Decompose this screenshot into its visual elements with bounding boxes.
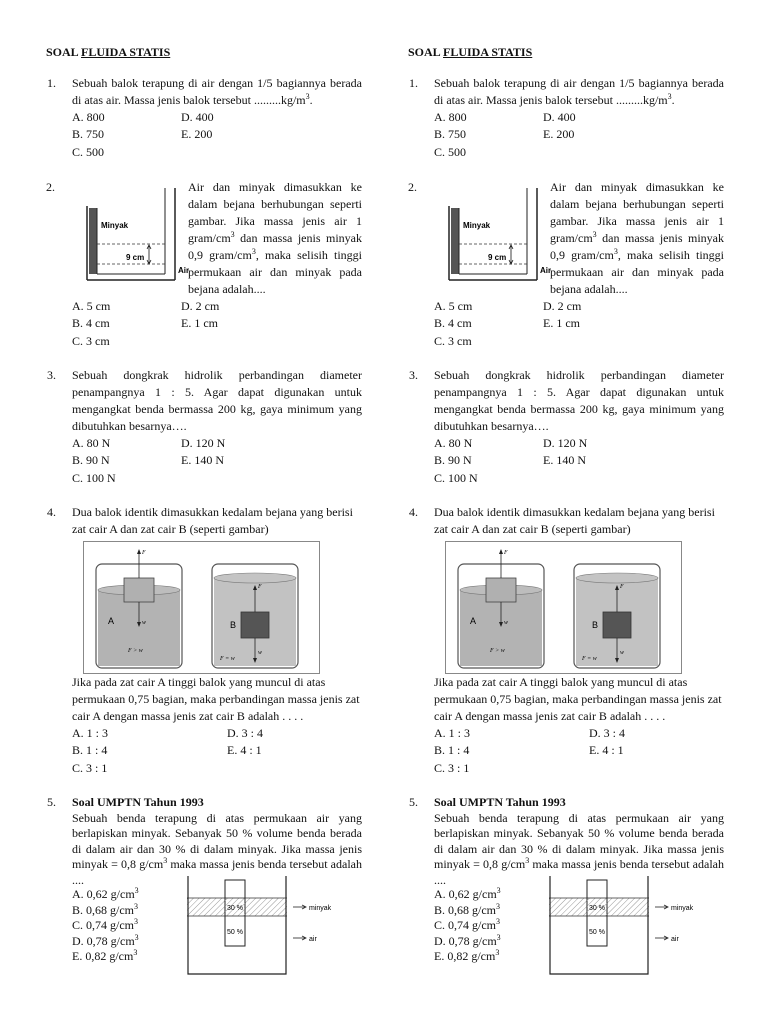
worksheet-column-right: [384, 0, 724, 1024]
option-d[interactable]: D. 400: [181, 110, 214, 124]
label-relation-b: F = w: [220, 656, 235, 662]
label-height: 9 cm: [488, 253, 507, 262]
option-a[interactable]: A. 800: [72, 110, 105, 124]
label-30-percent: 30 %: [589, 905, 605, 912]
option-e[interactable]: E. 4 : 1: [589, 743, 624, 757]
label-water: air: [671, 936, 679, 943]
question-text: Air dan minyak dimasukkan ke dalam bejana berhubungan seperti gambar. Jika massa jenis air 1 gram/$cm^3$ dan massa jenis minyak 0,9 gram/$cm^3$, maka selisih tinggi permukaan air dan minyak pada bejana adalah....: [550, 180, 724, 296]
label-50-percent: 50 %: [227, 929, 243, 936]
question-number: 1.: [47, 76, 56, 90]
option-a[interactable]: A. 80 N: [72, 436, 111, 450]
option-c[interactable]: C. 0,74 $g/cm^3$: [72, 917, 138, 932]
options-list: [434, 887, 501, 965]
option-d[interactable]: D. 400: [543, 110, 576, 124]
label-oil: Minyak: [101, 221, 129, 230]
option-d[interactable]: D. 120 N: [543, 436, 588, 450]
option-a[interactable]: A. 0,62 $g/cm^3$: [434, 886, 501, 901]
option-e[interactable]: E. 140 N: [181, 453, 224, 467]
label-oil: Minyak: [463, 221, 491, 230]
option-b[interactable]: B. 4 cm: [72, 316, 110, 330]
label-weight-a: w: [504, 620, 509, 626]
connected-vessel-figure: [441, 188, 552, 288]
label-water: Air: [540, 266, 552, 275]
question-text: Sebuah dongkrak hidrolik perbandingan diameter penampangnya 1 : 5. Agar dapat digunakan untuk mengangkat benda bermassa 200 kg, gaya minimum yang dibutuhkan besarnya….: [72, 368, 362, 433]
question-number: 1.: [409, 76, 418, 90]
option-a[interactable]: A. 1 : 3: [72, 726, 108, 740]
option-e[interactable]: E. 1 cm: [543, 316, 580, 330]
option-d[interactable]: D. 0,78 $g/cm^3$: [72, 932, 139, 948]
question-number: 5.: [409, 795, 418, 809]
option-c[interactable]: C. 3 cm: [434, 334, 472, 348]
option-b[interactable]: B. 750: [72, 127, 105, 141]
question-number: 4.: [47, 505, 56, 519]
option-c[interactable]: C. 100 N: [72, 471, 116, 485]
question-text: Jika pada zat cair A tinggi balok yang muncul di atas permukaan 0,75 bagian, maka perbandingan massa jenis zat cair A dengan massa jenis zat cair B adalah . . . .: [72, 675, 360, 723]
label-relation-a: F > w: [490, 648, 505, 654]
label-oil: minyak: [671, 905, 694, 912]
two-beakers-figure: [445, 541, 682, 674]
option-c[interactable]: C. 500: [72, 145, 105, 159]
question-heading: Soal UMPTN Tahun 1993: [72, 795, 204, 809]
option-b[interactable]: B. 0,68 $g/cm^3$: [72, 901, 138, 917]
page-title: SOAL FLUIDA STATIS: [408, 45, 533, 59]
floating-object-figure: [187, 876, 352, 976]
label-30-percent: 30 %: [227, 905, 243, 912]
option-e[interactable]: E. 0,82 $g/cm^3$: [434, 948, 500, 963]
label-liquid-b: B: [592, 620, 599, 630]
option-b[interactable]: B. 1 : 4: [434, 743, 470, 757]
option-c[interactable]: C. 500: [434, 145, 467, 159]
option-e[interactable]: E. 1 cm: [181, 316, 218, 330]
option-d[interactable]: D. 3 : 4: [589, 726, 625, 740]
option-a[interactable]: A. 80 N: [434, 436, 473, 450]
question-text: Soal UMPTN Tahun 1993 Sebuah benda terapung di atas permukaan air yang berlapiskan minyak. Sebanyak 50 % volume benda berada di dalam air dan 30 % di dalam minyak. Jika massa jenis minyak = 0,8 $g/cm^3$ maka massa jenis benda tersebut adalah ....: [434, 795, 724, 887]
label-force-b: F: [620, 584, 624, 590]
label-weight-a: w: [142, 620, 147, 626]
option-c[interactable]: C. 3 : 1: [72, 761, 108, 775]
label-oil: minyak: [309, 905, 332, 912]
options-list: [72, 887, 139, 965]
label-water: Air: [178, 266, 190, 275]
option-b[interactable]: B. 1 : 4: [72, 743, 108, 757]
option-e[interactable]: E. 140 N: [543, 453, 586, 467]
question-number: 2.: [46, 180, 55, 194]
question-number: 2.: [408, 180, 417, 194]
option-c[interactable]: C. 3 : 1: [434, 761, 470, 775]
option-b[interactable]: B. 4 cm: [434, 316, 472, 330]
label-50-percent: 50 %: [589, 929, 605, 936]
question-number: 3.: [409, 368, 418, 382]
label-force-b: F: [258, 584, 262, 590]
label-relation-b: F = w: [582, 656, 597, 662]
option-a[interactable]: A. 800: [434, 110, 467, 124]
question-text: Sebuah dongkrak hidrolik perbandingan diameter penampangnya 1 : 5. Agar dapat digunakan untuk mengangkat benda bermassa 200 kg, gaya minimum yang dibutuhkan besarnya….: [434, 368, 724, 433]
label-height: 9 cm: [126, 253, 145, 262]
option-e[interactable]: E. 4 : 1: [227, 743, 262, 757]
option-c[interactable]: C. 100 N: [434, 471, 478, 485]
question-number: 3.: [47, 368, 56, 382]
label-water: air: [309, 936, 317, 943]
connected-vessel-figure: [79, 188, 190, 288]
label-weight-b: w: [258, 650, 263, 656]
question-text: Jika pada zat cair A tinggi balok yang muncul di atas permukaan 0,75 bagian, maka perbandingan massa jenis zat cair A dengan massa jenis zat cair B adalah . . . .: [434, 675, 722, 723]
option-a[interactable]: A. 0,62 $g/cm^3$: [72, 886, 139, 901]
label-liquid-a: A: [470, 616, 477, 626]
option-e[interactable]: E. 200: [543, 127, 575, 141]
option-d[interactable]: D. 120 N: [181, 436, 226, 450]
option-e[interactable]: E. 200: [181, 127, 213, 141]
question-text: Air dan minyak dimasukkan ke dalam bejana berhubungan seperti gambar. Jika massa jenis air 1 gram/$cm^3$ dan massa jenis minyak 0,9 gram/$cm^3$, maka selisih tinggi permukaan air dan minyak pada bejana adalah....: [188, 180, 362, 296]
page-title: SOAL FLUIDA STATIS: [46, 45, 171, 59]
option-d[interactable]: D. 2 cm: [181, 299, 220, 313]
option-b[interactable]: B. 90 N: [434, 453, 472, 467]
option-c[interactable]: C. 3 cm: [72, 334, 110, 348]
option-e[interactable]: E. 0,82 $g/cm^3$: [72, 948, 138, 963]
two-beakers-figure: [83, 541, 320, 674]
option-d[interactable]: D. 3 : 4: [227, 726, 263, 740]
floating-object-figure: [549, 876, 714, 976]
option-d[interactable]: D. 2 cm: [543, 299, 582, 313]
option-a[interactable]: A. 5 cm: [434, 299, 473, 313]
label-weight-b: w: [620, 650, 625, 656]
option-a[interactable]: A. 1 : 3: [434, 726, 470, 740]
label-liquid-a: A: [108, 616, 115, 626]
option-c[interactable]: C. 0,74 $g/cm^3$: [434, 917, 500, 932]
label-relation-a: F > w: [128, 648, 143, 654]
question-heading: Soal UMPTN Tahun 1993: [434, 795, 566, 809]
question-text: Soal UMPTN Tahun 1993 Sebuah benda terapung di atas permukaan air yang berlapiskan minyak. Sebanyak 50 % volume benda berada di dalam air dan 30 % di dalam minyak. Jika massa jenis minyak = 0,8 $g/cm^3$ maka massa jenis benda tersebut adalah ....: [72, 795, 362, 887]
label-liquid-b: B: [230, 620, 237, 630]
label-force-a: F: [504, 550, 508, 556]
option-b[interactable]: B. 750: [434, 127, 467, 141]
option-b[interactable]: B. 90 N: [72, 453, 110, 467]
question-text: Dua balok identik dimasukkan kedalam bejana yang berisi zat cair A dan zat cair B (seperti gambar): [72, 505, 353, 536]
question-text: Dua balok identik dimasukkan kedalam bejana yang berisi zat cair A dan zat cair B (seperti gambar): [434, 505, 715, 536]
question-text: Sebuah balok terapung di air dengan 1/5 bagiannya berada di atas air. Massa jenis balok tersebut $.........kg/m^3$.: [72, 76, 362, 107]
option-b[interactable]: B. 0,68 $g/cm^3$: [434, 901, 500, 917]
question-number: 4.: [409, 505, 418, 519]
option-d[interactable]: D. 0,78 $g/cm^3$: [434, 932, 501, 948]
label-force-a: F: [142, 550, 146, 556]
question-text: Sebuah balok terapung di air dengan 1/5 bagiannya berada di atas air. Massa jenis balok tersebut $.........kg/m^3$.: [434, 76, 724, 107]
question-number: 5.: [47, 795, 56, 809]
option-a[interactable]: A. 5 cm: [72, 299, 111, 313]
worksheet-column-left: [22, 0, 362, 1024]
